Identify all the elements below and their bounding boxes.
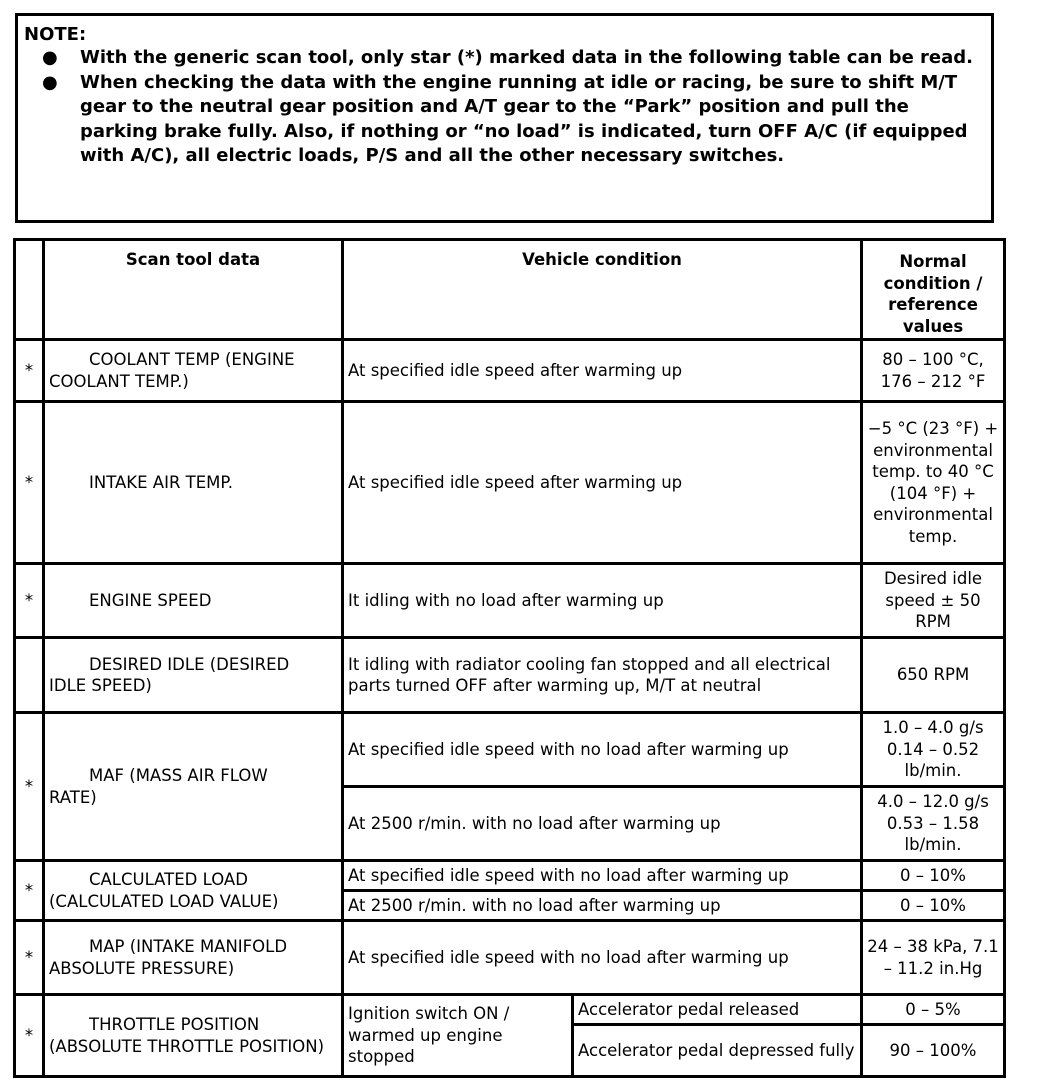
vehicle-condition: It idling with radiator cooling fan stopped and all electrical parts turned OFF after warming up, M/T at neutral [343, 638, 862, 713]
table-row [15, 638, 1005, 713]
header-normal-condition: Normal condition / reference values [862, 240, 1005, 340]
table-row [15, 861, 1005, 891]
bullet-icon: ● [42, 71, 58, 93]
reference-value: 0 – 10% [862, 861, 1005, 891]
reference-value: Desired idle speed ± 50 RPM [862, 564, 1005, 638]
vehicle-condition: At specified idle speed after warming up [343, 402, 862, 564]
reference-value: 80 – 100 °C, 176 – 212 °F [862, 340, 1005, 402]
scan-item-name: INTAKE AIR TEMP. [44, 402, 343, 564]
vehicle-condition: At specified idle speed with no load after warming up [343, 713, 862, 787]
scan-item-name: DESIRED IDLE (DESIRED IDLE SPEED) [44, 638, 343, 713]
scan-item-name: CALCULATED LOAD (CALCULATED LOAD VALUE) [44, 861, 343, 921]
scan-item-name: MAF (MASS AIR FLOW RATE) [44, 713, 343, 861]
vehicle-condition: At 2500 r/min. with no load after warming up [343, 891, 862, 921]
reference-value: 4.0 – 12.0 g/s 0.53 – 1.58 lb/min. [862, 787, 1005, 861]
sub-condition: Accelerator pedal released [573, 995, 862, 1025]
table-row [15, 564, 1005, 638]
scan-item-name: THROTTLE POSITION (ABSOLUTE THROTTLE POSITION) [44, 995, 343, 1077]
vehicle-condition: At specified idle speed after warming up [343, 340, 862, 402]
star-marker: * [15, 340, 44, 402]
reference-value: −5 °C (23 °F) + environmental temp. to 40 °C (104 °F) + environmental temp. [862, 402, 1005, 564]
vehicle-condition: Ignition switch ON / warmed up engine stopped [343, 995, 573, 1077]
star-marker [15, 638, 44, 713]
vehicle-condition: At specified idle speed with no load after warming up [343, 921, 862, 995]
vehicle-condition: At 2500 r/min. with no load after warming up [343, 787, 862, 861]
scan-tool-data-table [13, 238, 1006, 1078]
reference-value: 0 – 5% [862, 995, 1005, 1025]
table-row [15, 713, 1005, 787]
reference-value: 24 – 38 kPa, 7.1 – 11.2 in.Hg [862, 921, 1005, 995]
scan-item-name: ENGINE SPEED [44, 564, 343, 638]
scan-item-name: COOLANT TEMP (ENGINE COOLANT TEMP.) [44, 340, 343, 402]
table-header-row [15, 240, 1005, 340]
star-marker: * [15, 713, 44, 861]
header-scan-tool-data: Scan tool data [44, 240, 343, 340]
star-marker: * [15, 995, 44, 1077]
star-marker: * [15, 861, 44, 921]
reference-value: 0 – 10% [862, 891, 1005, 921]
table-row [15, 340, 1005, 402]
sub-condition: Accelerator pedal depressed fully [573, 1025, 862, 1077]
note-title: NOTE: [24, 24, 87, 45]
bullet-icon: ● [42, 47, 58, 68]
reference-value: 650 RPM [862, 638, 1005, 713]
table-row [15, 921, 1005, 995]
reference-value: 1.0 – 4.0 g/s 0.14 – 0.52 lb/min. [862, 713, 1005, 787]
reference-value: 90 – 100% [862, 1025, 1005, 1077]
note-item [24, 71, 985, 169]
header-vehicle-condition: Vehicle condition [343, 240, 862, 340]
star-marker: * [15, 402, 44, 564]
note-item-text: With the generic scan tool, only star (*) marked data in the following table can be read. [80, 47, 973, 68]
star-header-cell [15, 240, 44, 340]
scan-item-name: MAP (INTAKE MANIFOLD ABSOLUTE PRESSURE) [44, 921, 343, 995]
note-item [24, 46, 985, 71]
star-marker: * [15, 921, 44, 995]
vehicle-condition: At specified idle speed with no load after warming up [343, 861, 862, 891]
note-item-text: When checking the data with the engine running at idle or racing, be sure to shift M/T gear to the neutral gear position and A/T gear to the “Park” position and pull the parking brake fully. Also, if nothing or “no load” is indicated, turn OFF A/C (if equipped with A/C), all electric loads, P/S and all the other necessary switches. [80, 71, 968, 166]
note-box [15, 13, 994, 223]
star-marker: * [15, 564, 44, 638]
vehicle-condition: It idling with no load after warming up [343, 564, 862, 638]
table-row [15, 995, 1005, 1025]
table-row [15, 402, 1005, 564]
